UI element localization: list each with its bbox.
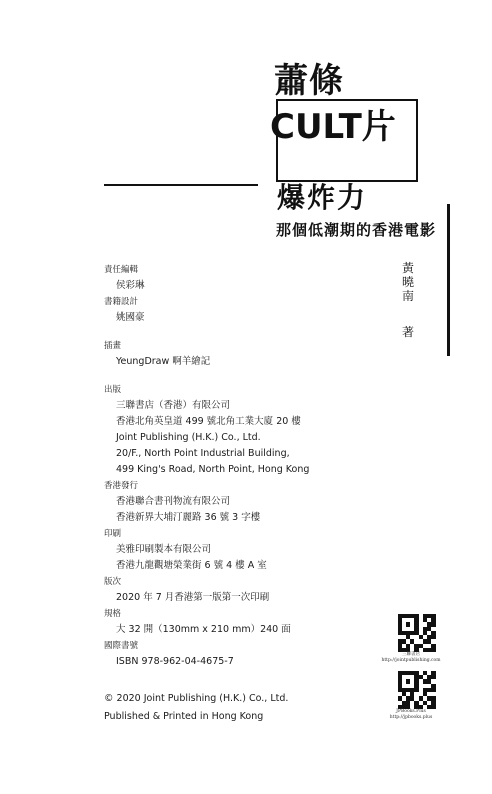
credit-value: 姚國豪 [116, 312, 145, 323]
credit-value: 大 32 開（130mm x 210 mm）240 面 [116, 624, 291, 635]
qr-code-icon [398, 614, 436, 652]
credit-value: ISBN 978-962-04-4675-7 [116, 656, 234, 667]
copyright-text: © 2020 Joint Publishing (H.K.) Co., Ltd. [104, 693, 289, 704]
credit-value: 美雅印刷製本有限公司 [116, 544, 212, 555]
credit-value: 香港北角英皇道 499 號北角工業大廈 20 樓 [116, 416, 301, 427]
qr-caption-url: http://jointpublishing.com [381, 658, 441, 663]
credit-value: YeungDraw 啊羊繪記 [116, 356, 211, 367]
credit-label-isbn: 國際書號 [104, 641, 139, 651]
credit-value: 香港聯合書刊物流有限公司 [116, 496, 231, 507]
book-title-line-2: CULT片 [270, 107, 396, 147]
credit-label-illustration: 插畫 [104, 341, 122, 351]
vertical-rule [447, 204, 450, 356]
credit-label-publisher: 出版 [104, 385, 122, 395]
credits-list [104, 262, 309, 670]
qr-code-block [381, 614, 441, 664]
author-credit [400, 261, 416, 339]
qr-code-icon [398, 671, 436, 709]
author-role: 著 [401, 325, 414, 339]
author-name-char: 黃 [401, 261, 414, 275]
credit-value: Joint Publishing (H.K.) Co., Ltd. [116, 432, 261, 443]
credit-value: 香港九龍觀塘榮業街 6 號 4 樓 A 室 [116, 560, 267, 571]
author-name-char: 曉 [401, 275, 414, 289]
credit-value: 三聯書店（香港）有限公司 [116, 400, 231, 411]
book-title-line-1: 蕭條 [274, 61, 344, 101]
credit-value: 20/F., North Point Industrial Building, [116, 448, 290, 459]
credit-value: 侯彩琳 [116, 280, 145, 291]
credit-label-design: 書籍設計 [104, 297, 139, 307]
credit-value: 499 King's Road, North Point, Hong Kong [116, 464, 310, 475]
book-title-line-3: 爆炸力 [277, 181, 368, 214]
credit-label-editor: 責任編輯 [104, 265, 139, 275]
credit-value: 2020 年 7 月香港第一版第一次印刷 [116, 592, 270, 603]
qr-caption: JPBooks.Plus [396, 709, 426, 714]
qr-code-block [389, 671, 441, 721]
book-subtitle: 那個低潮期的香港電影 [276, 221, 437, 239]
credit-label-specs: 規格 [104, 609, 122, 619]
qr-caption-url: http://jpbooks.plus [389, 715, 433, 720]
printed-in-text: Published & Printed in Hong Kong [104, 711, 264, 722]
credit-label-edition: 版次 [104, 577, 122, 587]
credit-label-distribution: 香港發行 [104, 481, 139, 491]
author-name-char: 南 [401, 289, 414, 303]
copyright-footer [104, 690, 288, 726]
credit-value: 香港新界大埔汀麗路 36 號 3 字樓 [116, 512, 261, 523]
horizontal-rule [104, 184, 258, 186]
qr-caption: 三聯書店 [402, 652, 420, 657]
credit-label-printing: 印刷 [104, 529, 122, 539]
